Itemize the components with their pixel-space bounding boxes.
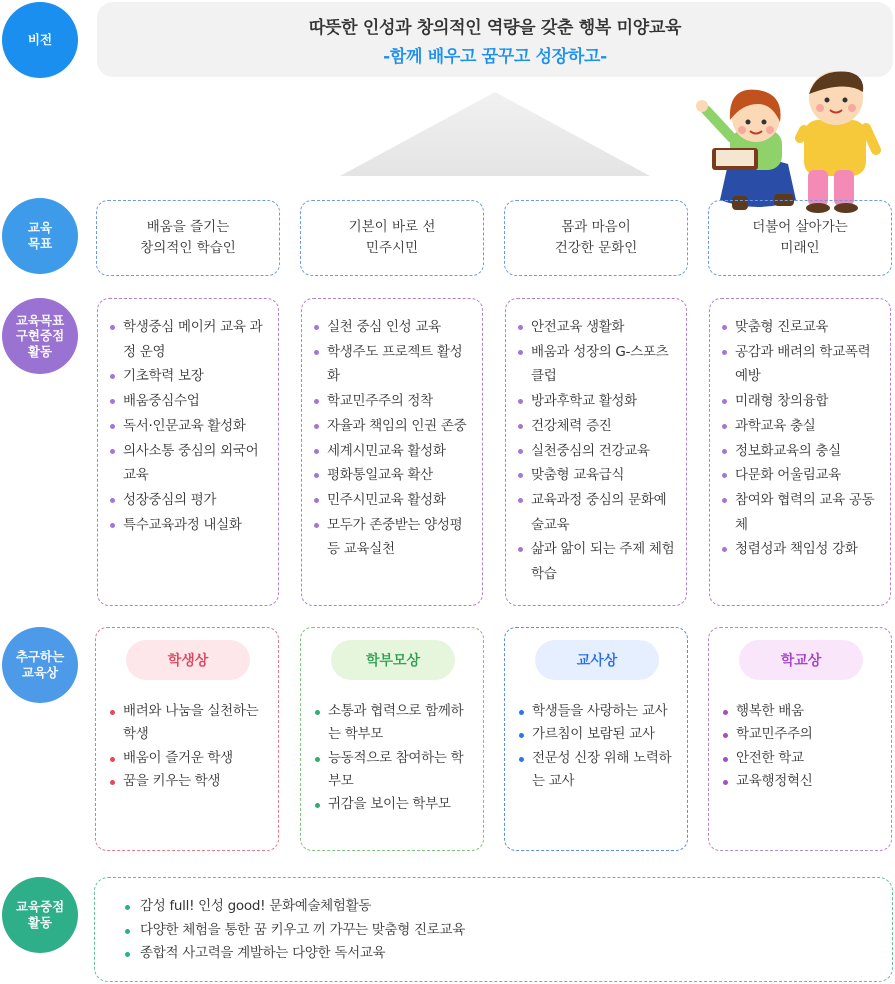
list-item: 미래형 창의융합	[722, 389, 880, 414]
goal-box-1: 배움을 즐기는 창의적인 학습인	[96, 200, 280, 276]
list-item: 민주시민교육 활성화	[314, 488, 472, 513]
list-item: 학교민주주의 정착	[314, 389, 472, 414]
list-item: 배려와 나눔을 실천하는 학생	[110, 700, 266, 747]
list-item: 자율과 책임의 인권 존중	[314, 414, 472, 439]
list-item: 의사소통 중심의 외국어 교육	[110, 439, 268, 488]
image-box-parent	[300, 627, 484, 851]
list-item: 감성 full! 인성 good! 문화예술체험활동	[125, 895, 872, 919]
focus-box-1	[97, 298, 279, 606]
list-item: 삶과 앎이 되는 주제 체험학습	[518, 537, 676, 586]
list-item: 배움중심수업	[110, 389, 268, 414]
list-item: 참여와 협력의 교육 공동체	[722, 488, 880, 537]
central-activities-box	[94, 877, 893, 982]
list-item: 성장중심의 평가	[110, 488, 268, 513]
list-item: 다문화 어울림교육	[722, 463, 880, 488]
image-box-school	[708, 627, 892, 851]
kids-reading-illustration	[688, 68, 893, 218]
list-item: 교육행정혁신	[723, 770, 879, 793]
list-item: 특수교육과정 내실화	[110, 513, 268, 538]
list-item: 가르침이 보람된 교사	[519, 723, 675, 746]
list-item: 기초학력 보장	[110, 364, 268, 389]
list-item: 과학교육 충실	[722, 414, 880, 439]
list-item: 배움이 즐거운 학생	[110, 747, 266, 770]
vision-sub-text: -함께 배우고 꿈꾸고 성장하고-	[383, 46, 607, 67]
list-item: 학생주도 프로젝트 활성화	[314, 340, 472, 389]
list-item: 맞춤형 진로교육	[722, 315, 880, 340]
image-box-teacher	[504, 627, 688, 851]
focus-box-3	[505, 298, 687, 606]
list-item: 방과후학교 활성화	[518, 389, 676, 414]
list-item: 종합적 사고력을 계발하는 다양한 독서교육	[125, 942, 872, 966]
image-box-student	[95, 627, 279, 851]
list-item: 청렴성과 책임성 강화	[722, 537, 880, 562]
vision-box	[97, 2, 893, 77]
list-item: 맞춤형 교육급식	[518, 463, 676, 488]
list-item: 꿈을 키우는 학생	[110, 770, 266, 793]
list-item: 모두가 존중받는 양성평등 교육실천	[314, 513, 472, 562]
label-focus-activities: 교육목표 구현중점 활동	[2, 298, 78, 374]
list-item: 안전한 학교	[723, 747, 879, 770]
list-item: 공감과 배려의 학교폭력 예방	[722, 340, 880, 389]
label-ideal-image: 추구하는 교육상	[2, 627, 78, 703]
list-item: 정보화교육의 충실	[722, 439, 880, 464]
list-item: 건강체력 증진	[518, 414, 676, 439]
label-central-activities: 교육중점 활동	[2, 877, 78, 953]
pyramid-triangle	[340, 92, 650, 176]
focus-box-2	[301, 298, 483, 606]
list-item: 학생들을 사랑하는 교사	[519, 700, 675, 723]
goal-box-4: 더불어 살아가는 미래인	[708, 200, 892, 276]
list-item: 전문성 신장 위해 노력하는 교사	[519, 747, 675, 794]
list-item: 평화통일교육 확산	[314, 463, 472, 488]
list-item: 독서·인문교육 활성화	[110, 414, 268, 439]
label-education-goal: 교육 목표	[2, 198, 78, 274]
list-item: 다양한 체험을 통한 꿈 키우고 끼 가꾸는 맞춤형 진로교육	[125, 919, 872, 943]
list-item: 배움과 성장의 G-스포츠클럽	[518, 340, 676, 389]
label-vision: 비전	[2, 2, 78, 78]
list-item: 능동적으로 참여하는 학부모	[315, 747, 471, 794]
list-item: 학교민주주의	[723, 723, 879, 746]
vision-main-text: 따뜻한 인성과 창의적인 역량을 갖춘 행복 미양교육	[308, 17, 682, 38]
list-item: 교육과정 중심의 문화예술교육	[518, 488, 676, 537]
image-title-school: 학교상	[739, 640, 863, 680]
list-item: 안전교육 생활화	[518, 315, 676, 340]
list-item: 소통과 협력으로 함께하는 학부모	[315, 700, 471, 747]
list-item: 세계시민교육 활성화	[314, 439, 472, 464]
image-title-teacher: 교사상	[535, 640, 659, 680]
list-item: 실천 중심 인성 교육	[314, 315, 472, 340]
list-item: 행복한 배움	[723, 700, 879, 723]
goal-box-2: 기본이 바로 선 민주시민	[300, 200, 484, 276]
focus-box-4	[709, 298, 891, 606]
list-item: 귀감을 보이는 학부모	[315, 793, 471, 816]
list-item: 실천중심의 건강교육	[518, 439, 676, 464]
list-item: 학생중심 메이커 교육 과정 운영	[110, 315, 268, 364]
image-title-parent: 학부모상	[331, 640, 455, 680]
image-title-student: 학생상	[126, 640, 250, 680]
goal-box-3: 몸과 마음이 건강한 문화인	[504, 200, 688, 276]
